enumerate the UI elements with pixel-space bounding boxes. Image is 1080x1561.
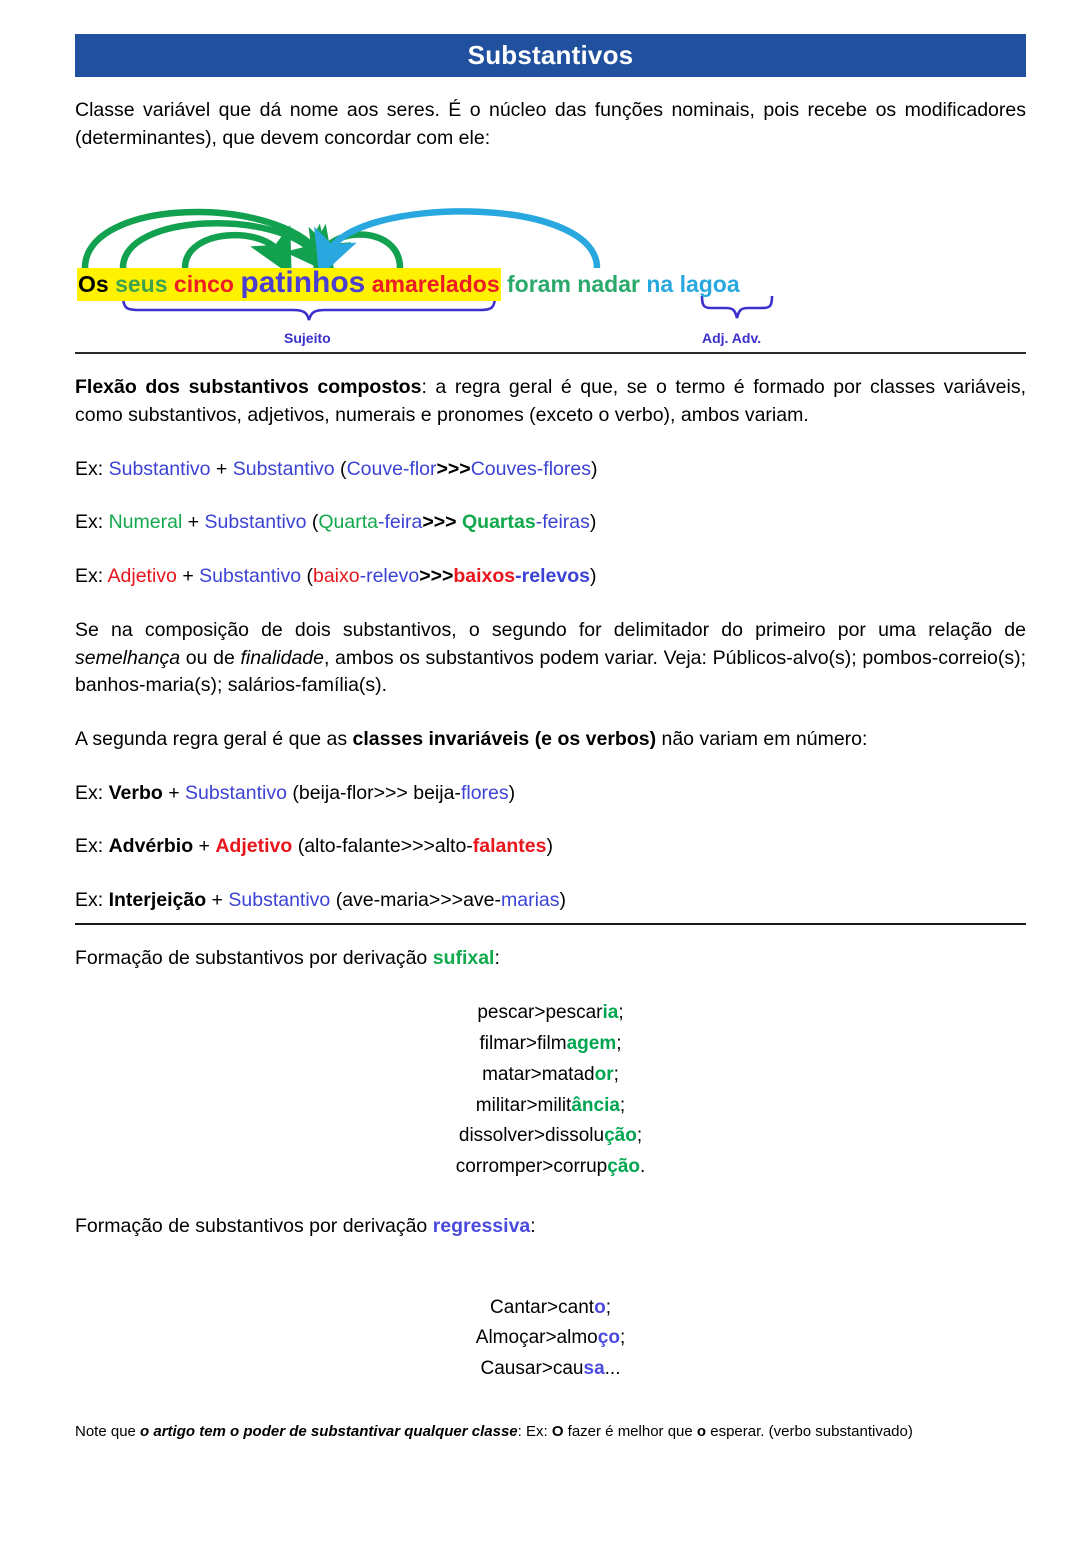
example-close-paren: ) <box>508 781 516 804</box>
sufixal-suffix: agem <box>566 1033 617 1055</box>
example-open-paren: ( <box>301 565 313 588</box>
segunda-regra-text-a: A segunda regra geral é que as <box>75 727 353 750</box>
sufixal-tail: . <box>640 1156 646 1178</box>
flexao-heading-rest: : a regra geral é que, se o termo é formado por classes variáveis, como substantivos, adjetivos, numerais e pronomes (exceto o verbo), ambos variam. <box>75 376 1026 427</box>
diagram-word-na-lagoa: na lagoa <box>646 271 740 298</box>
sufixal-suffix: ia <box>602 1002 619 1024</box>
flexao-paragraph <box>75 374 1026 429</box>
example-plural-b: marias <box>501 888 560 911</box>
list-item <box>75 1029 1026 1060</box>
example-arrow: >>> <box>419 565 454 588</box>
example-class1: Verbo <box>108 781 163 804</box>
regressiva-tail: ... <box>604 1358 621 1380</box>
list-item <box>75 1121 1026 1152</box>
example-prefix: Ex: <box>75 888 109 911</box>
footnote-emphasis: o artigo tem o poder de substantivar qualquer classe <box>140 1422 518 1440</box>
example-plural-a: Quartas <box>462 511 536 534</box>
example-arrow: >>> <box>400 835 435 858</box>
example-plus: + <box>206 888 229 911</box>
footnote-text-d: esperar. (verbo substantivado) <box>706 1422 913 1440</box>
regressiva-lead <box>75 1213 1026 1241</box>
flexao-section <box>75 374 1026 1385</box>
example-plural-a: Couves-flores <box>470 457 591 480</box>
sufixal-stem: corromper>corrup <box>455 1156 608 1178</box>
example-class2: Adjetivo <box>215 835 293 858</box>
example-class2: Substantivo <box>185 781 287 804</box>
regressiva-tail: ; <box>619 1327 626 1349</box>
footnote-article-upper: O <box>551 1422 564 1440</box>
example-singular-b: -feira <box>377 511 423 534</box>
diagram-label-adj-adv: Adj. Adv. <box>702 330 762 347</box>
example-row <box>75 509 1026 537</box>
list-item <box>75 998 1026 1029</box>
example-singular-a: ave-maria <box>342 888 429 911</box>
example-row <box>75 563 1026 591</box>
example-plus: + <box>210 457 233 480</box>
sufixal-tail: ; <box>613 1063 619 1085</box>
footnote-article-lower: o <box>696 1422 707 1440</box>
example-arrow: >>> <box>436 457 471 480</box>
footnote-text-b: : Ex: <box>517 1422 552 1440</box>
footnote-text-c: fazer é melhor que <box>563 1422 697 1440</box>
sufixal-tail: ; <box>616 1033 622 1055</box>
example-close-paren: ) <box>589 511 597 534</box>
delimitador-text-a: Se na composição de dois substantivos, o segundo for delimitador do primeiro por uma relação de <box>75 618 1026 641</box>
diagram-word-seus: seus <box>115 271 168 298</box>
example-class2: Substantivo <box>199 565 302 588</box>
segunda-regra-text-b: não variam em número: <box>656 727 868 750</box>
sufixal-suffix: or <box>594 1063 614 1085</box>
delimitador-paragraph <box>75 617 1026 700</box>
diagram-word-os: Os <box>78 271 109 298</box>
sufixal-lead-b: : <box>494 946 500 969</box>
delimitador-em-semelhanca: semelhança <box>75 646 181 669</box>
sufixal-stem: matar>matad <box>482 1063 595 1085</box>
example-plural-a: beija- <box>413 781 461 804</box>
example-close-paren: ) <box>559 888 567 911</box>
example-class1: Adjetivo <box>107 565 177 588</box>
example-open-paren: ( <box>306 511 319 534</box>
diagram-highlighted-phrase <box>77 268 501 301</box>
sufixal-suffix: ção <box>607 1156 640 1178</box>
example-prefix: Ex: <box>75 781 109 804</box>
list-item <box>75 1354 1026 1385</box>
example-row <box>75 887 1026 915</box>
regressiva-suffix: sa <box>583 1358 605 1380</box>
example-close-paren: ) <box>590 457 598 480</box>
example-plural-b: falantes <box>472 835 547 858</box>
example-class1: Numeral <box>108 511 183 534</box>
list-item <box>75 1323 1026 1354</box>
segunda-regra-paragraph <box>75 726 1026 754</box>
example-plus: + <box>176 565 200 588</box>
example-plural-a: baixos <box>453 565 516 588</box>
diagram-word-patinhos: patinhos <box>240 266 366 300</box>
diagram-label-sujeito: Sujeito <box>284 330 331 347</box>
example-open-paren: ( <box>286 781 299 804</box>
example-plural-a: ave- <box>463 888 502 911</box>
example-singular-b: -relevo <box>359 565 420 588</box>
regressiva-lead-a: Formação de substantivos por derivação <box>75 1214 433 1237</box>
example-row <box>75 833 1026 861</box>
sufixal-stem: militar>milit <box>475 1094 572 1116</box>
example-plural-b: flores <box>460 781 509 804</box>
example-prefix: Ex: <box>75 835 109 858</box>
sufixal-lead <box>75 945 1026 973</box>
example-class2: Substantivo <box>204 511 307 534</box>
intro-paragraph: Classe variável que dá nome aos seres. É o núcleo das funções nominais, pois recebe os modificadores (determinantes), que devem concordar com ele: <box>75 99 1026 149</box>
page-title: Substantivos <box>467 40 634 70</box>
regressiva-keyword: regressiva <box>432 1214 531 1237</box>
example-plural-b: -relevos <box>515 565 590 588</box>
example-prefix: Ex: <box>75 565 108 588</box>
example-open-paren: ( <box>330 888 343 911</box>
diagram-word-cinco: cinco <box>173 271 234 298</box>
footnote-section <box>75 1421 1026 1444</box>
delimitador-em-finalidade: finalidade <box>240 646 324 669</box>
example-arrow: >>> <box>428 888 464 911</box>
sufixal-stem: filmar>film <box>479 1033 567 1055</box>
regressiva-stem: Cantar>cant <box>490 1296 595 1318</box>
sufixal-suffix: ância <box>571 1094 620 1116</box>
flexao-heading: Flexão dos substantivos compostos <box>75 376 422 399</box>
delimitador-text-c: , ambos os substantivos podem variar. Veja: Públicos-alvo(s); pombos-correio(s); banhos-maria(s); salários-família(s). <box>75 646 1026 697</box>
example-arrow: >>> <box>373 781 414 804</box>
example-prefix: Ex: <box>75 457 109 480</box>
example-plural-a: alto- <box>434 835 473 858</box>
example-singular-a: baixo <box>312 565 360 588</box>
example-open-paren: ( <box>334 457 347 480</box>
example-open-paren: ( <box>292 835 305 858</box>
diagram-sentence <box>77 268 740 298</box>
segunda-regra-bold: classes invariáveis (e os verbos) <box>352 727 657 750</box>
example-arrow: >>> <box>422 511 462 534</box>
sufixal-tail: ; <box>619 1094 626 1116</box>
regressiva-suffix: ço <box>597 1327 620 1349</box>
regressiva-stem: Almoçar>almo <box>475 1327 598 1349</box>
example-singular-a: Couve-flor <box>346 457 437 480</box>
example-plus: + <box>182 511 205 534</box>
example-close-paren: ) <box>589 565 597 588</box>
example-close-paren: ) <box>546 835 553 858</box>
example-plus: + <box>162 781 186 804</box>
arrow-cinco-to-patinhos <box>185 236 280 269</box>
list-item <box>75 1060 1026 1091</box>
regressiva-tail: ; <box>605 1296 611 1318</box>
regressiva-suffix: o <box>594 1296 606 1318</box>
list-item <box>75 1152 1026 1183</box>
regressiva-examples-list <box>75 1293 1026 1385</box>
sufixal-stem: pescar>pescar <box>477 1002 603 1024</box>
sufixal-tail: ; <box>636 1125 643 1147</box>
sufixal-suffix: ção <box>604 1125 637 1147</box>
example-prefix: Ex: <box>75 511 109 534</box>
example-singular-a: Quarta <box>318 511 378 534</box>
intro-section <box>75 97 1026 152</box>
sentence-analysis-diagram <box>75 192 1026 352</box>
example-class2: Substantivo <box>232 457 335 480</box>
example-row <box>75 780 1026 808</box>
example-row <box>75 456 1026 484</box>
list-item <box>75 1293 1026 1324</box>
sufixal-tail: ; <box>618 1002 624 1024</box>
example-class1: Substantivo <box>108 457 211 480</box>
document-page <box>0 34 1080 1561</box>
sufixal-lead-a: Formação de substantivos por derivação <box>75 946 433 969</box>
arrow-nalagoa-to-verb <box>328 212 597 269</box>
example-class2: Substantivo <box>228 888 331 911</box>
example-class1: Advérbio <box>108 835 194 858</box>
diagram-word-foram-nadar: foram nadar <box>507 271 640 298</box>
footnote-text-a: Note que <box>75 1422 141 1440</box>
regressiva-stem: Causar>cau <box>480 1358 584 1380</box>
list-item <box>75 1091 1026 1122</box>
sufixal-examples-list <box>75 998 1026 1183</box>
regressiva-lead-b: : <box>530 1214 536 1237</box>
example-plus: + <box>193 835 216 858</box>
sufixal-keyword: sufixal <box>432 946 495 969</box>
sufixal-stem: dissolver>dissolu <box>458 1125 605 1147</box>
example-singular-a: beija-flor <box>298 781 374 804</box>
diagram-word-amarelados: amarelados <box>371 271 500 298</box>
example-class1: Interjeição <box>108 888 207 911</box>
example-singular-a: alto-falante <box>304 835 401 858</box>
brace-adjunct <box>702 296 772 318</box>
delimitador-text-b: ou de <box>180 646 241 669</box>
example-plural-b: -feiras <box>535 511 590 534</box>
page-title-banner <box>75 34 1026 77</box>
